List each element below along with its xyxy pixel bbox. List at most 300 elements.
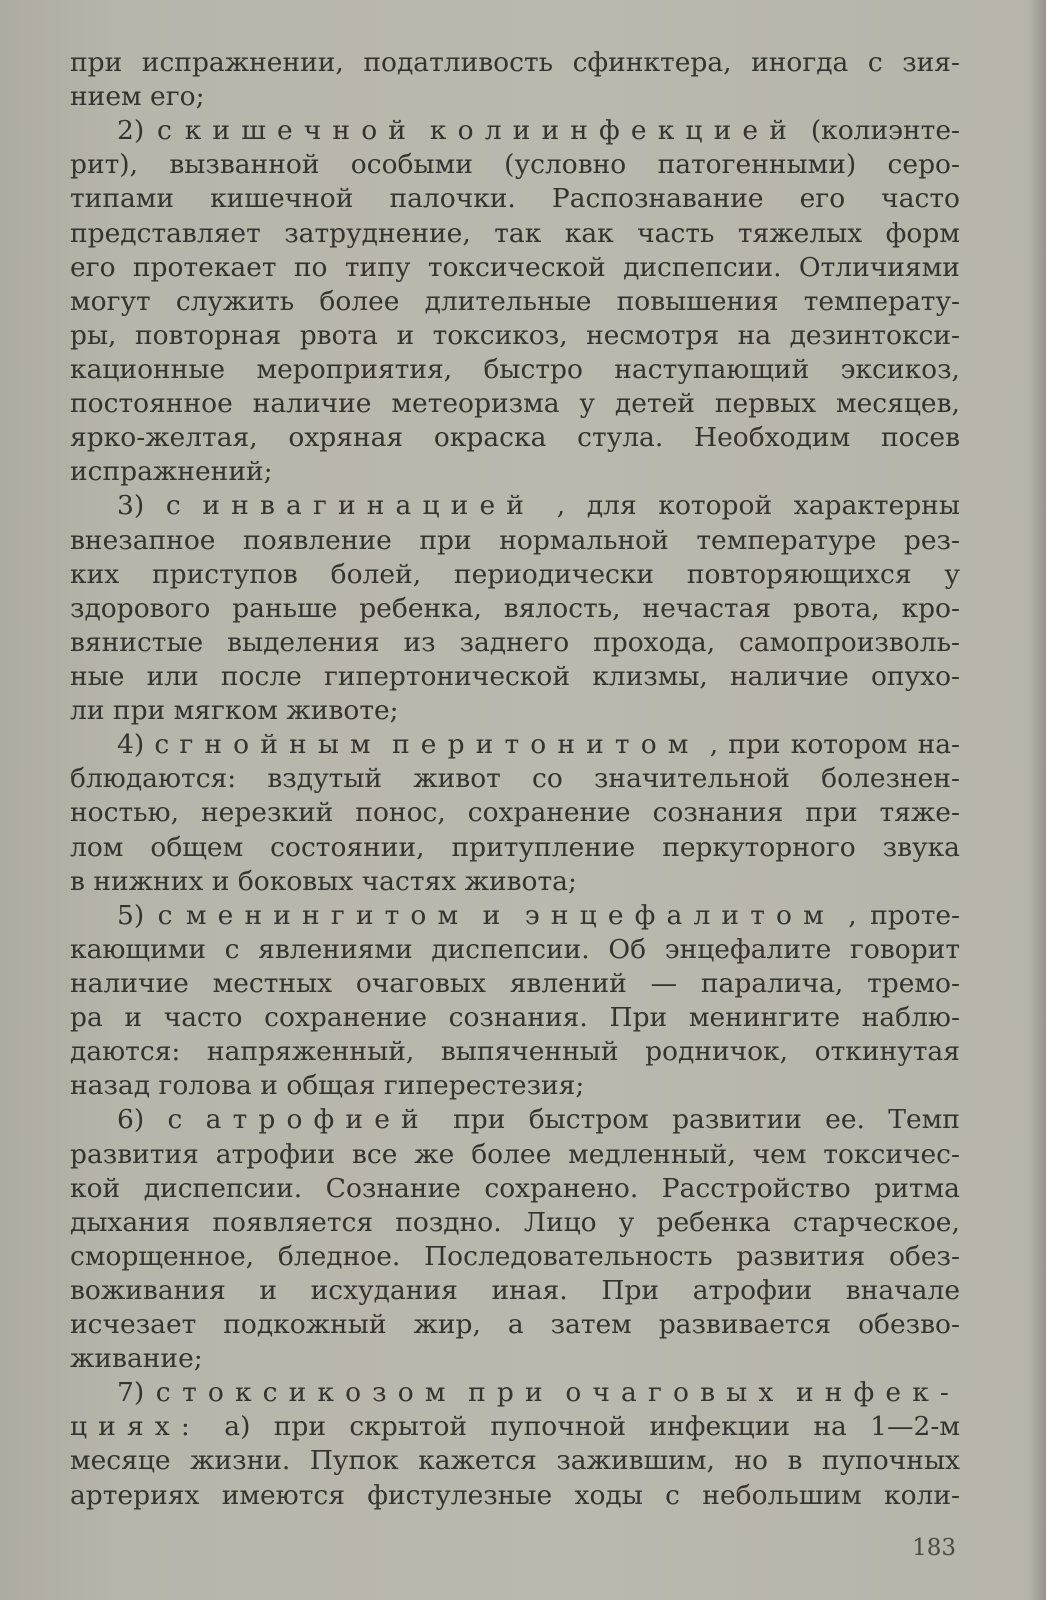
word: старческое, bbox=[792, 1206, 960, 1238]
word: назад bbox=[70, 1070, 159, 1102]
text-line bbox=[70, 626, 960, 660]
word: а bbox=[507, 1309, 524, 1341]
word: даются: bbox=[70, 1036, 181, 1068]
text-line bbox=[70, 1206, 960, 1240]
word: на bbox=[737, 319, 772, 351]
word: испражнений; bbox=[70, 456, 273, 488]
word: При bbox=[609, 1002, 668, 1034]
word: как bbox=[564, 217, 614, 249]
text-line bbox=[70, 865, 960, 899]
word: из bbox=[403, 626, 436, 658]
word: затем bbox=[550, 1309, 632, 1341]
word: наличие bbox=[70, 967, 189, 999]
word: месяцев, bbox=[836, 388, 960, 420]
word: метеоризма bbox=[391, 388, 560, 420]
word: исчезает bbox=[70, 1309, 197, 1341]
word: колиинфекцией bbox=[429, 115, 798, 147]
word: явлениями bbox=[258, 933, 413, 965]
word: понос, bbox=[355, 797, 446, 829]
word: очаговых bbox=[565, 1377, 785, 1409]
word: раньше bbox=[232, 592, 338, 624]
word: кро- bbox=[901, 592, 960, 624]
word: притупление bbox=[451, 831, 636, 863]
text-line bbox=[70, 694, 960, 728]
text-line bbox=[70, 1001, 960, 1035]
word: гипертонической bbox=[324, 660, 571, 692]
word: с bbox=[154, 729, 170, 761]
word: его bbox=[799, 183, 846, 215]
word: очаговых bbox=[355, 967, 486, 999]
word: с bbox=[224, 933, 240, 965]
word: длительные bbox=[424, 285, 592, 317]
word: болей, bbox=[330, 558, 422, 590]
word: Отличиями bbox=[798, 251, 960, 283]
word: живот bbox=[413, 763, 501, 795]
word: Темп bbox=[888, 1104, 960, 1136]
text-line bbox=[70, 1035, 960, 1069]
word: нием bbox=[70, 81, 151, 113]
word: его bbox=[70, 251, 116, 283]
word: обез- bbox=[888, 1240, 960, 1272]
word: мероприятия, bbox=[256, 353, 453, 385]
word: имеются bbox=[221, 1479, 345, 1511]
word: со bbox=[532, 763, 563, 795]
word: с bbox=[155, 1377, 171, 1409]
word: ра bbox=[70, 1002, 103, 1034]
text-line bbox=[70, 421, 960, 455]
word: палочки. bbox=[389, 183, 516, 215]
text-line bbox=[70, 387, 960, 421]
word: клизмы, bbox=[592, 660, 708, 692]
word: постоянное bbox=[70, 388, 233, 420]
word: животе; bbox=[286, 695, 399, 727]
word: характерны bbox=[793, 490, 960, 522]
word: же bbox=[414, 1138, 455, 1170]
word: сфинктера, bbox=[572, 47, 732, 78]
word: тремо- bbox=[867, 967, 960, 999]
word: 5) bbox=[117, 899, 145, 931]
word: наступающий bbox=[614, 353, 810, 385]
word: Пупок bbox=[309, 1445, 399, 1477]
word: представляет bbox=[70, 217, 261, 249]
text-line bbox=[70, 1479, 960, 1513]
word: иная. bbox=[491, 1274, 568, 1306]
word: и bbox=[124, 1002, 143, 1034]
word: быстро bbox=[483, 353, 583, 385]
word: и bbox=[260, 1070, 287, 1102]
text-line bbox=[70, 1410, 960, 1444]
word: стула. bbox=[577, 422, 664, 454]
word: зия- bbox=[902, 47, 960, 78]
word: периодически bbox=[453, 558, 655, 590]
word: подкожный bbox=[223, 1309, 387, 1341]
word: у bbox=[944, 558, 960, 590]
word: ритма bbox=[874, 1172, 960, 1204]
word: у bbox=[618, 1206, 635, 1238]
word: диспепсии. bbox=[143, 1172, 303, 1204]
word: тяжелых bbox=[737, 217, 863, 249]
word: рез- bbox=[903, 524, 960, 556]
word: звука bbox=[882, 831, 960, 863]
word: местных bbox=[212, 967, 333, 999]
word: с bbox=[867, 47, 883, 78]
word: общая bbox=[286, 1070, 384, 1102]
word: здорового bbox=[70, 592, 211, 624]
text-line bbox=[70, 728, 960, 762]
word: часто bbox=[163, 1002, 243, 1034]
word: ких bbox=[70, 558, 120, 590]
text-line bbox=[70, 251, 960, 285]
word: ностью, bbox=[70, 797, 180, 829]
word: самопроизволь- bbox=[738, 626, 960, 658]
word: при bbox=[453, 1104, 506, 1136]
word: откинутая bbox=[814, 1036, 960, 1068]
word: пупочных bbox=[821, 1445, 960, 1477]
word: заднего bbox=[459, 626, 570, 658]
word: токсикоз, bbox=[432, 319, 568, 351]
word: посев bbox=[880, 422, 960, 454]
word: эксикоз, bbox=[840, 353, 960, 385]
word: появляется bbox=[212, 1206, 374, 1238]
word: чем bbox=[752, 1138, 807, 1170]
word: первых bbox=[714, 388, 817, 420]
word: жизни. bbox=[190, 1445, 291, 1477]
word: после bbox=[220, 660, 302, 692]
word: , bbox=[556, 490, 566, 522]
word: так bbox=[494, 217, 542, 249]
word: ры, bbox=[70, 319, 117, 351]
word: выпяченный bbox=[440, 1036, 619, 1068]
text-line bbox=[70, 1138, 960, 1172]
word: наличие bbox=[252, 388, 372, 420]
word: инфек- bbox=[795, 1377, 960, 1409]
word: 4) bbox=[117, 729, 145, 761]
text-line bbox=[70, 1240, 960, 1274]
word: вздутый bbox=[267, 763, 383, 795]
word: исхудания bbox=[310, 1274, 458, 1306]
word: ее. bbox=[825, 1104, 865, 1136]
word: нормальной bbox=[499, 524, 669, 556]
word: которой bbox=[658, 490, 773, 522]
word: менингитом bbox=[185, 899, 470, 931]
word: или bbox=[146, 660, 199, 692]
word: , bbox=[848, 899, 857, 931]
text-line bbox=[70, 831, 960, 865]
word: состоянии, bbox=[270, 831, 425, 863]
word: атрофией bbox=[205, 1104, 430, 1136]
word: циях: bbox=[70, 1411, 201, 1443]
text-line bbox=[70, 148, 960, 182]
word: перкуторного bbox=[662, 831, 856, 863]
word: форм bbox=[885, 217, 960, 249]
page-edge-shadow bbox=[1028, 0, 1046, 1600]
word: повышения bbox=[616, 285, 779, 317]
word: развивается bbox=[658, 1309, 832, 1341]
word: сознания. bbox=[448, 1002, 588, 1034]
word: вначале bbox=[845, 1274, 960, 1306]
word: вялость, bbox=[503, 592, 621, 624]
text-line bbox=[70, 899, 960, 933]
word: ли bbox=[70, 695, 113, 727]
word: испражнении, bbox=[141, 47, 344, 78]
word: детей bbox=[614, 388, 695, 420]
word: прохода, bbox=[593, 626, 716, 658]
word: 6) bbox=[117, 1104, 145, 1136]
word: с bbox=[665, 1479, 680, 1511]
word: (условно bbox=[504, 149, 627, 181]
word: болезнен- bbox=[821, 763, 960, 795]
word: , bbox=[709, 729, 719, 761]
word: наблю- bbox=[861, 1002, 960, 1034]
word: типами bbox=[70, 183, 175, 215]
word: сохранение bbox=[264, 1002, 427, 1034]
text-line bbox=[70, 80, 960, 114]
word: Необходим bbox=[694, 422, 851, 454]
word: родничок, bbox=[645, 1036, 789, 1068]
word: несмотря bbox=[586, 319, 720, 351]
word: развития bbox=[736, 1240, 866, 1272]
text-line bbox=[70, 1308, 960, 1342]
word: Расстройство bbox=[661, 1172, 851, 1204]
word: затруднение, bbox=[284, 217, 471, 249]
word: значительной bbox=[593, 763, 790, 795]
text-line bbox=[70, 1376, 960, 1410]
word: все bbox=[351, 1138, 398, 1170]
word: кающими bbox=[70, 933, 207, 965]
word: повторная bbox=[134, 319, 282, 351]
word: инфекции bbox=[649, 1411, 791, 1443]
word: типу bbox=[344, 251, 411, 283]
text-line bbox=[70, 762, 960, 796]
word: при bbox=[805, 797, 858, 829]
word: с bbox=[167, 1104, 183, 1136]
word: говорит bbox=[850, 933, 960, 965]
text-line bbox=[70, 182, 960, 216]
page-number: 183 bbox=[912, 1535, 956, 1561]
word: с bbox=[157, 899, 173, 931]
word: Об bbox=[608, 933, 647, 965]
word: скрытой bbox=[349, 1411, 468, 1443]
word: голова bbox=[158, 1070, 261, 1102]
word: развития bbox=[70, 1138, 199, 1170]
word: вызванной bbox=[169, 149, 320, 181]
text-line bbox=[70, 1274, 960, 1308]
word: выделения bbox=[227, 626, 380, 658]
word: Лицо bbox=[523, 1206, 597, 1238]
word: сморщенное, bbox=[70, 1240, 255, 1272]
text-line bbox=[70, 1172, 960, 1206]
word: при bbox=[112, 695, 174, 727]
text-line bbox=[70, 217, 960, 251]
text-line bbox=[70, 592, 960, 626]
text-line bbox=[70, 455, 960, 489]
word: кишечной bbox=[210, 183, 354, 215]
word: диспепсии. bbox=[623, 251, 782, 283]
word: энцефалите bbox=[664, 933, 832, 965]
text-line bbox=[70, 558, 960, 592]
word: 3) bbox=[117, 490, 145, 522]
word: ярко-желтая, bbox=[70, 422, 258, 454]
word: а) bbox=[224, 1411, 251, 1443]
text-line bbox=[70, 660, 960, 694]
word: менингите bbox=[688, 1002, 841, 1034]
word: блюдаются: bbox=[70, 763, 237, 795]
text-line bbox=[70, 933, 960, 967]
word: кой bbox=[70, 1172, 121, 1204]
word: нерезкий bbox=[201, 797, 334, 829]
word: ребенка bbox=[656, 1206, 771, 1238]
word: жир, bbox=[413, 1309, 481, 1341]
word: живота; bbox=[464, 865, 577, 897]
word: тяже- bbox=[879, 797, 960, 829]
text-line bbox=[70, 285, 960, 319]
word: сохранено. bbox=[484, 1172, 639, 1204]
word: появление bbox=[243, 524, 392, 556]
word: напряженный, bbox=[206, 1036, 415, 1068]
word: при bbox=[70, 47, 123, 78]
word: по bbox=[293, 251, 328, 283]
word: 1—2-м bbox=[870, 1411, 960, 1443]
word: окраска bbox=[433, 422, 547, 454]
text-line bbox=[70, 489, 960, 523]
word: и bbox=[482, 899, 512, 931]
word: более bbox=[319, 285, 400, 317]
word: дыхания bbox=[70, 1206, 191, 1238]
word: бледное. bbox=[277, 1240, 401, 1272]
word: токсичес- bbox=[823, 1138, 960, 1170]
word: При bbox=[601, 1274, 660, 1306]
word: воживания bbox=[70, 1274, 226, 1306]
word: при bbox=[273, 1411, 327, 1443]
word: часть bbox=[637, 217, 715, 249]
word: служить bbox=[175, 285, 295, 317]
word: при bbox=[419, 524, 472, 556]
text-line bbox=[70, 967, 960, 1001]
text-line bbox=[70, 353, 960, 387]
word: на bbox=[813, 1411, 847, 1443]
word: температу- bbox=[803, 285, 960, 317]
word: артериях bbox=[70, 1479, 200, 1511]
word: у bbox=[579, 388, 595, 420]
word: перитонитом bbox=[391, 729, 700, 761]
word: ходы bbox=[574, 1479, 643, 1511]
word: токсической bbox=[427, 251, 606, 283]
text-line bbox=[70, 524, 960, 558]
text-line bbox=[70, 1103, 960, 1137]
word: вянистые bbox=[70, 626, 204, 658]
word: паралича, bbox=[700, 967, 844, 999]
word: диспепсии. bbox=[431, 933, 590, 965]
word: поздно. bbox=[395, 1206, 502, 1238]
word: повторяющихся bbox=[686, 558, 912, 590]
word: мягком bbox=[173, 695, 287, 727]
word: живание; bbox=[70, 1343, 203, 1375]
word: Сознание bbox=[325, 1172, 461, 1204]
word: кажется bbox=[418, 1445, 537, 1477]
word: общем bbox=[150, 831, 244, 863]
word: пупочной bbox=[490, 1411, 627, 1443]
word: фистулезные bbox=[367, 1479, 553, 1511]
word: — bbox=[650, 967, 678, 999]
word: Последовательность bbox=[424, 1240, 713, 1272]
word: внезапное bbox=[70, 524, 216, 556]
word: на- bbox=[917, 729, 960, 761]
word: более bbox=[471, 1138, 552, 1170]
word: в bbox=[70, 865, 94, 897]
word: приступов bbox=[151, 558, 298, 590]
word: обезво- bbox=[858, 1309, 960, 1341]
word: развитии bbox=[672, 1104, 802, 1136]
word: нечастая bbox=[642, 592, 772, 624]
text-line bbox=[70, 1069, 960, 1103]
word: наличие bbox=[729, 660, 849, 692]
text-line bbox=[70, 114, 960, 148]
word: небольшим bbox=[702, 1479, 862, 1511]
text-line bbox=[70, 319, 960, 353]
word: рвота bbox=[299, 319, 378, 351]
word: опухо- bbox=[870, 660, 960, 692]
word: и bbox=[396, 319, 415, 351]
word: но bbox=[734, 1445, 768, 1477]
word: серо- bbox=[887, 149, 960, 181]
word: зажившим, bbox=[556, 1445, 715, 1477]
word: протекает bbox=[132, 251, 277, 283]
word: рвота, bbox=[792, 592, 880, 624]
word: проте- bbox=[870, 899, 960, 931]
text-line bbox=[70, 1342, 960, 1376]
word: месяце bbox=[70, 1445, 171, 1477]
word: 2) bbox=[117, 115, 145, 147]
body-text bbox=[70, 46, 960, 1513]
word: (колиэнте- bbox=[810, 115, 960, 147]
word: нижних bbox=[93, 865, 212, 897]
word: охряная bbox=[288, 422, 404, 454]
word: часто bbox=[881, 183, 960, 215]
word: и bbox=[259, 1274, 277, 1306]
word: при bbox=[468, 1377, 554, 1409]
word: температуре bbox=[696, 524, 877, 556]
word: атрофии bbox=[215, 1138, 336, 1170]
word: инвагинацией bbox=[202, 490, 536, 522]
text-line bbox=[70, 46, 960, 80]
word: медленный, bbox=[568, 1138, 736, 1170]
word: могут bbox=[70, 285, 151, 317]
word: явлений bbox=[509, 967, 627, 999]
word: для bbox=[586, 490, 637, 522]
word: сохранение bbox=[467, 797, 631, 829]
word: рит), bbox=[70, 149, 139, 181]
word: коли- bbox=[884, 1479, 960, 1511]
word: Распознавание bbox=[551, 183, 764, 215]
word: быстром bbox=[528, 1104, 649, 1136]
word: в bbox=[787, 1445, 803, 1477]
word: атрофии bbox=[692, 1274, 813, 1306]
word: с bbox=[165, 490, 181, 522]
word: ребенка, bbox=[359, 592, 482, 624]
word: особыми bbox=[350, 149, 473, 181]
word: частях bbox=[361, 865, 465, 897]
word: иногда bbox=[751, 47, 849, 78]
word: гиперестезия; bbox=[383, 1070, 585, 1102]
word: при bbox=[728, 729, 781, 761]
word: энцефалитом bbox=[524, 899, 835, 931]
word: сознания bbox=[652, 797, 784, 829]
word: лом bbox=[70, 831, 124, 863]
text-line bbox=[70, 1444, 960, 1478]
word: гнойным bbox=[179, 729, 382, 761]
word: боковых bbox=[237, 865, 362, 897]
word: ные bbox=[70, 660, 125, 692]
